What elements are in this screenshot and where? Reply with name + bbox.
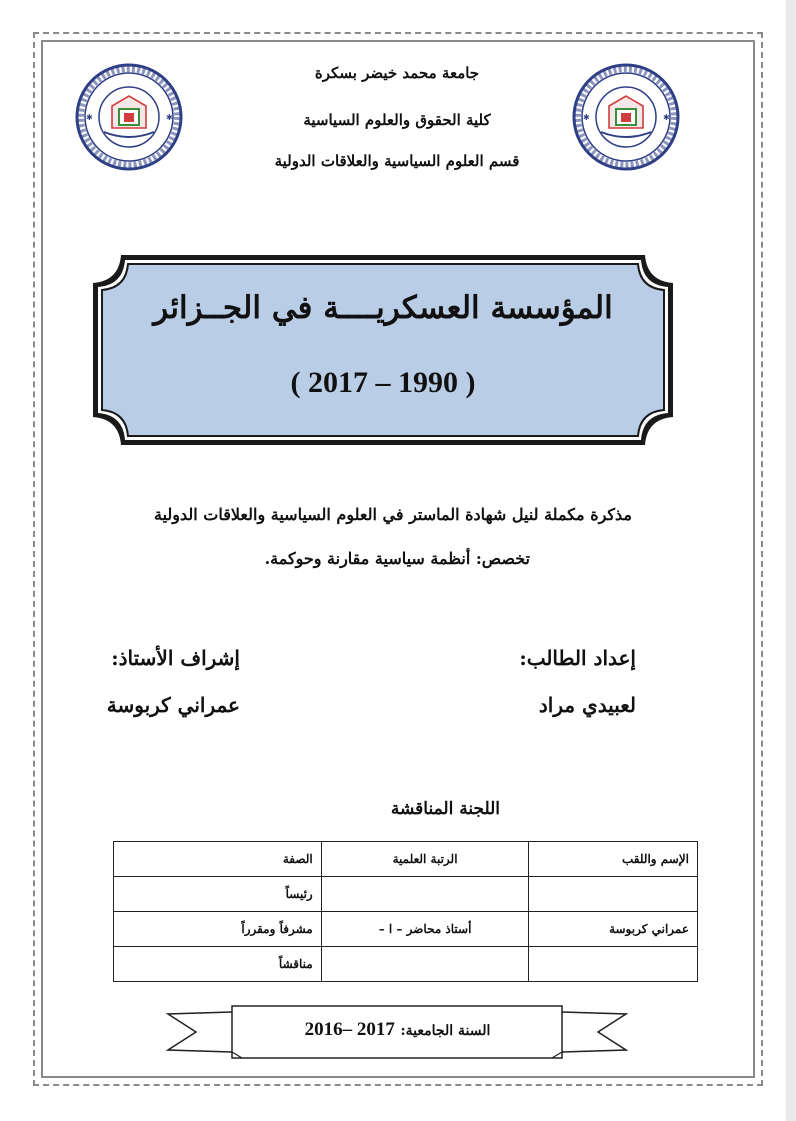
member-rank (321, 947, 529, 982)
thesis-purpose: مذكرة مكملة لنيل شهادة الماستر في العلوم السياسية والعلاقات الدولية (153, 505, 632, 524)
thesis-specialty: تخصص: أنظمة سياسية مقارنة وحوكمة. (264, 549, 530, 568)
table-header-row (114, 842, 698, 877)
student-name: لعبيدي مراد (538, 693, 636, 717)
supervisor-label: إشراف الأستاذ: (111, 646, 240, 670)
thesis-title: المؤسسة العسكريــــة في الجــزائر (153, 290, 613, 326)
column-header-role: الصفة (114, 842, 322, 877)
svg-text:✱: ✱ (166, 113, 173, 122)
committee-title: اللجنة المناقشة (390, 799, 500, 819)
svg-text:✱: ✱ (86, 113, 93, 122)
title-plaque (91, 253, 675, 447)
supervisor-name: عمراني كربوسة (106, 693, 240, 717)
svg-text:✱: ✱ (663, 113, 670, 122)
university-seal-left (74, 62, 184, 172)
member-role: مناقشاً (114, 947, 322, 982)
member-name (529, 877, 698, 912)
column-header-name: الإسم واللقب (529, 842, 698, 877)
member-name: عمراني كربوسة (529, 912, 698, 947)
table-row (114, 877, 698, 912)
svg-text:✱: ✱ (583, 113, 590, 122)
table-row (114, 912, 698, 947)
university-name: جامعة محمد خيضر بسكرة (314, 64, 480, 82)
member-role: رئيساً (114, 877, 322, 912)
faculty-name: كلية الحقوق والعلوم السياسية (303, 111, 491, 129)
academic-year-value: 2016– 2017 (304, 1019, 395, 1040)
member-role: مشرفاً ومقرراً (114, 912, 322, 947)
committee-table (113, 841, 698, 982)
thesis-period: ( 2017 – 1990 ) (290, 366, 476, 399)
academic-year (232, 1019, 563, 1041)
department-name: قسم العلوم السياسية والعلاقات الدولية (274, 152, 520, 170)
column-header-rank: الرتبة العلمية (321, 842, 529, 877)
table-row (114, 947, 698, 982)
member-rank: أستاذ محاضر – ا – (321, 912, 529, 947)
member-name (529, 947, 698, 982)
member-rank (321, 877, 529, 912)
student-label: إعداد الطالب: (519, 646, 636, 670)
academic-year-label: السنة الجامعية: (400, 1023, 491, 1039)
